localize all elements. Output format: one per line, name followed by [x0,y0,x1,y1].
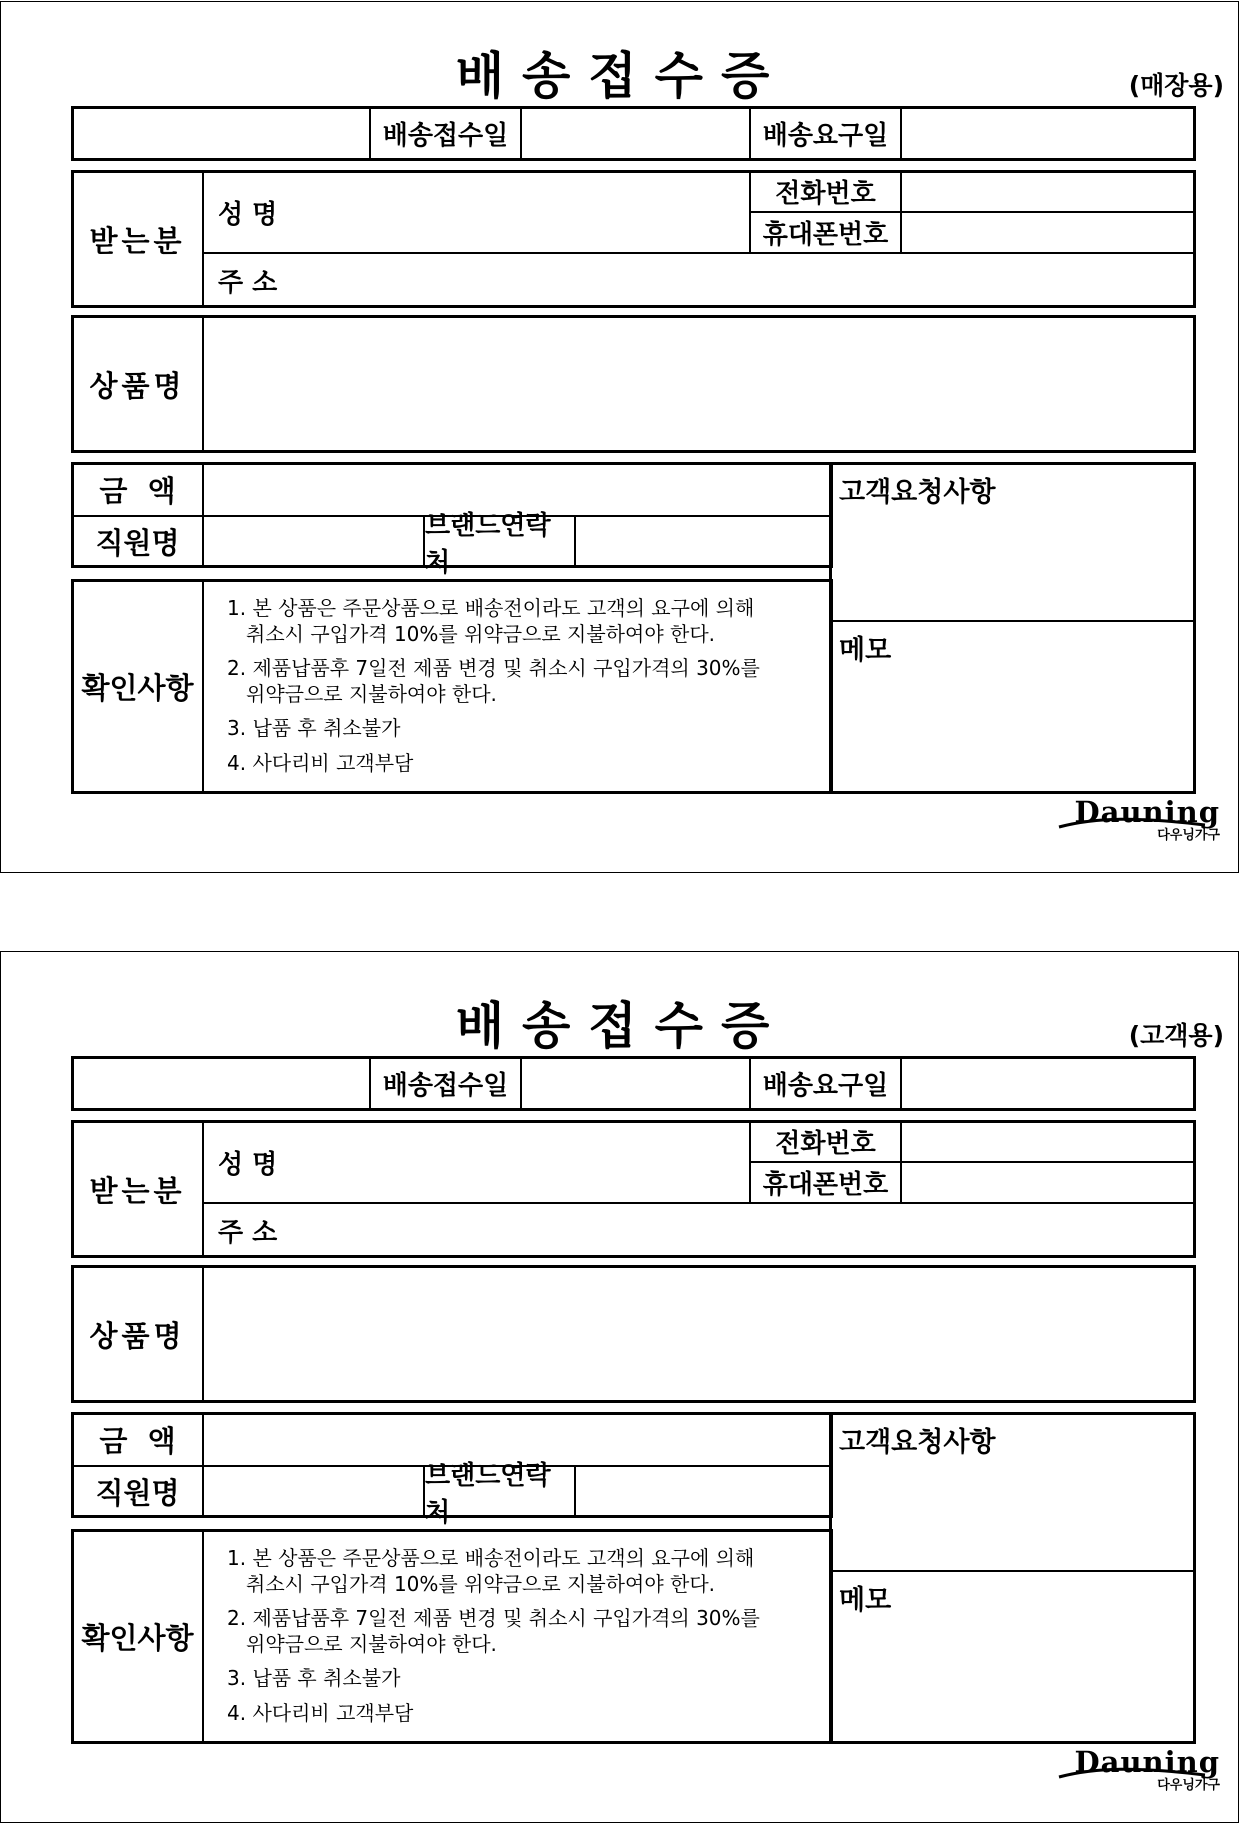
label-name: 성 명 [218,1149,278,1180]
receipt-date-field[interactable] [522,1058,749,1109]
note-3: 3. 납품 후 취소불가 [227,716,401,740]
note-1: 1. 본 상품은 주문상품으로 배송전이라도 고객의 요구에 의해 취소시 구입가격 10%를 위약금으로 지불하여야 한다. [227,1546,755,1596]
mobile-field[interactable] [902,1163,1194,1202]
phone-field[interactable] [902,172,1194,211]
receipt-sheet-customer [0,951,1239,1823]
form-title: 배송접수증 [455,47,788,105]
brand-logo [1075,1747,1221,1795]
brand-contact-field[interactable] [576,1467,831,1516]
label-memo: 메모 [839,1584,892,1616]
phone-field[interactable] [902,1122,1194,1161]
label-confirm: 확인사항 [81,1621,194,1655]
copy-label-store: (매장용) [1128,71,1224,100]
receipt-date-field[interactable] [522,108,749,159]
label-staff: 직원명 [95,526,180,560]
form-title: 배송접수증 [455,997,788,1055]
label-request-date: 배송요구일 [762,121,889,151]
label-staff: 직원명 [95,1476,180,1510]
label-customer-request: 고객요청사항 [839,1426,996,1458]
label-receipt-date: 배송접수일 [382,1071,509,1101]
label-amount: 금 액 [99,1424,176,1458]
label-recipient: 받는분 [89,223,186,258]
mobile-field[interactable] [902,213,1194,252]
label-name: 성 명 [218,199,278,230]
label-brand-contact: 브랜드연락처 [425,510,551,578]
note-4: 4. 사다리비 고객부담 [227,1701,414,1725]
logo-wordmark: Dauning [1074,795,1220,829]
note-2: 2. 제품납품후 7일전 제품 변경 및 취소시 구입가격의 30%를 위약금으로 지불하여야 한다. [227,656,760,706]
customer-request-field[interactable] [831,510,1194,618]
label-phone: 전화번호 [775,1129,876,1159]
name-field[interactable] [331,174,749,252]
logo-subtitle: 다우닝가구 [1157,828,1220,843]
note-4: 4. 사다리비 고객부담 [227,751,414,775]
memo-field[interactable] [831,1618,1194,1742]
product-field[interactable] [204,317,1194,451]
label-customer-request: 고객요청사항 [839,476,996,508]
label-address: 주 소 [218,1217,278,1248]
label-brand-contact: 브랜드연락처 [425,1460,551,1528]
staff-field[interactable] [204,517,423,566]
logo-swoosh-icon [1057,815,1207,831]
label-memo: 메모 [839,634,892,666]
product-field[interactable] [204,1267,1194,1401]
label-product: 상품명 [89,368,186,403]
label-receipt-date: 배송접수일 [382,121,509,151]
logo-swoosh-icon [1057,1765,1207,1781]
label-recipient: 받는분 [89,1173,186,1208]
label-mobile: 휴대폰번호 [762,220,889,250]
label-request-date: 배송요구일 [762,1071,889,1101]
staff-field[interactable] [204,1467,423,1516]
logo-subtitle: 다우닝가구 [1157,1778,1220,1793]
brand-contact-field[interactable] [576,517,831,566]
name-field[interactable] [331,1124,749,1202]
label-phone: 전화번호 [775,179,876,209]
label-product: 상품명 [89,1318,186,1353]
label-mobile: 휴대폰번호 [762,1170,889,1200]
brand-logo [1075,797,1221,845]
request-date-field[interactable] [902,108,1194,159]
address-field[interactable] [331,1204,1194,1256]
receipt-sheet-store [0,1,1239,873]
label-confirm: 확인사항 [81,671,194,705]
note-2: 2. 제품납품후 7일전 제품 변경 및 취소시 구입가격의 30%를 위약금으로 지불하여야 한다. [227,1606,760,1656]
label-amount: 금 액 [99,474,176,508]
request-date-field[interactable] [902,1058,1194,1109]
address-field[interactable] [331,254,1194,306]
note-3: 3. 납품 후 취소불가 [227,1666,401,1690]
note-1: 1. 본 상품은 주문상품으로 배송전이라도 고객의 요구에 의해 취소시 구입가격 10%를 위약금으로 지불하여야 한다. [227,596,755,646]
logo-wordmark: Dauning [1074,1745,1220,1779]
customer-request-field[interactable] [831,1460,1194,1568]
label-address: 주 소 [218,267,278,298]
copy-label-customer: (고객용) [1128,1021,1224,1050]
memo-field[interactable] [831,668,1194,792]
